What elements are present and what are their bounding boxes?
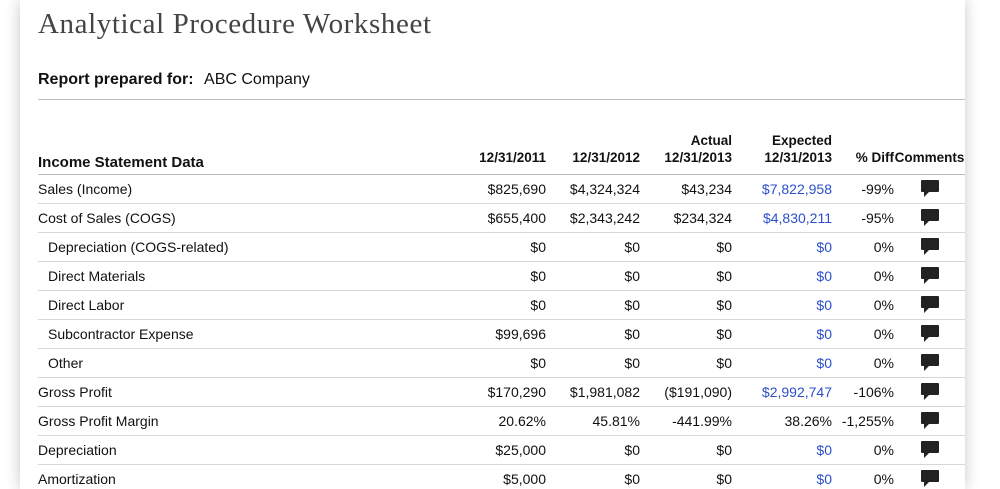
cell-comment xyxy=(894,233,965,262)
report-prepared-for xyxy=(38,71,310,89)
cell-2011: $825,690 xyxy=(450,175,546,204)
comment-bubble-icon[interactable] xyxy=(921,325,939,337)
table-row xyxy=(38,436,965,465)
comment-bubble-icon[interactable] xyxy=(921,383,939,395)
column-header-2012: 12/31/2012 xyxy=(546,100,640,175)
cell-comment xyxy=(894,465,965,489)
cell-2012: $2,343,242 xyxy=(546,204,640,233)
cell-diff: 0% xyxy=(832,349,894,378)
row-label: Sales (Income) xyxy=(38,175,450,204)
row-label: Depreciation xyxy=(38,436,450,465)
row-label: Direct Labor xyxy=(38,291,450,320)
cell-2012: $0 xyxy=(546,291,640,320)
table-row xyxy=(38,233,965,262)
cell-2012: $0 xyxy=(546,320,640,349)
cell-comment xyxy=(894,378,965,407)
column-header-expected xyxy=(732,100,832,175)
cell-diff: 0% xyxy=(832,262,894,291)
expected-header-bottom: 12/31/2013 xyxy=(764,150,832,165)
cell-comment xyxy=(894,407,965,436)
cell-2011: $0 xyxy=(450,291,546,320)
cell-2012: $1,981,082 xyxy=(546,378,640,407)
cell-expected-link[interactable]: $0 xyxy=(732,436,832,465)
cell-2011: $0 xyxy=(450,233,546,262)
table-row xyxy=(38,349,965,378)
table-header-row xyxy=(38,100,965,175)
cell-diff: 0% xyxy=(832,291,894,320)
table-row xyxy=(38,204,965,233)
comment-bubble-icon[interactable] xyxy=(921,441,939,453)
cell-2011: $0 xyxy=(450,349,546,378)
cell-diff: -106% xyxy=(832,378,894,407)
cell-comment xyxy=(894,320,965,349)
cell-2012: $0 xyxy=(546,262,640,291)
row-label: Cost of Sales (COGS) xyxy=(38,204,450,233)
cell-actual: $0 xyxy=(640,465,732,489)
column-header-2011: 12/31/2011 xyxy=(450,100,546,175)
table-row xyxy=(38,291,965,320)
worksheet-panel xyxy=(20,0,965,489)
actual-header-bottom: 12/31/2013 xyxy=(664,150,732,165)
cell-2011: $99,696 xyxy=(450,320,546,349)
cell-actual: $0 xyxy=(640,262,732,291)
cell-2012: 45.81% xyxy=(546,407,640,436)
cell-expected-link[interactable]: $2,992,747 xyxy=(732,378,832,407)
cell-expected: 38.26% xyxy=(732,407,832,436)
section-heading: Income Statement Data xyxy=(38,100,450,175)
cell-actual: $0 xyxy=(640,233,732,262)
cell-expected-link[interactable]: $0 xyxy=(732,262,832,291)
page-title: Analytical Procedure Worksheet xyxy=(38,8,432,40)
table-row xyxy=(38,378,965,407)
column-header-diff: % Diff xyxy=(832,100,894,175)
row-label: Depreciation (COGS-related) xyxy=(38,233,450,262)
cell-comment xyxy=(894,291,965,320)
cell-comment xyxy=(894,436,965,465)
cell-comment xyxy=(894,349,965,378)
cell-expected-link[interactable]: $0 xyxy=(732,233,832,262)
table-row xyxy=(38,262,965,291)
cell-actual: $43,234 xyxy=(640,175,732,204)
cell-2011: $0 xyxy=(450,262,546,291)
cell-2012: $0 xyxy=(546,436,640,465)
row-label: Subcontractor Expense xyxy=(38,320,450,349)
cell-2012: $0 xyxy=(546,349,640,378)
cell-actual: $0 xyxy=(640,291,732,320)
cell-2012: $0 xyxy=(546,233,640,262)
comment-bubble-icon[interactable] xyxy=(921,354,939,366)
comment-bubble-icon[interactable] xyxy=(921,470,939,482)
income-statement-table xyxy=(38,100,965,489)
prepared-for-label: Report prepared for: xyxy=(38,71,194,88)
cell-diff: 0% xyxy=(832,233,894,262)
cell-comment xyxy=(894,175,965,204)
cell-2011: $170,290 xyxy=(450,378,546,407)
table-row xyxy=(38,465,965,489)
cell-expected-link[interactable]: $4,830,211 xyxy=(732,204,832,233)
cell-2011: $655,400 xyxy=(450,204,546,233)
cell-2011: $25,000 xyxy=(450,436,546,465)
cell-diff: -1,255% xyxy=(832,407,894,436)
cell-comment xyxy=(894,204,965,233)
row-label: Amortization xyxy=(38,465,450,489)
column-header-actual xyxy=(640,100,732,175)
cell-diff: 0% xyxy=(832,436,894,465)
comment-bubble-icon[interactable] xyxy=(921,412,939,424)
cell-actual: $0 xyxy=(640,320,732,349)
comment-bubble-icon[interactable] xyxy=(921,296,939,308)
cell-2011: $5,000 xyxy=(450,465,546,489)
cell-diff: 0% xyxy=(832,320,894,349)
row-label: Other xyxy=(38,349,450,378)
row-label: Gross Profit Margin xyxy=(38,407,450,436)
comment-bubble-icon[interactable] xyxy=(921,209,939,221)
table-row xyxy=(38,175,965,204)
cell-actual: ($191,090) xyxy=(640,378,732,407)
prepared-for-value: ABC Company xyxy=(204,71,310,88)
cell-2012: $4,324,324 xyxy=(546,175,640,204)
cell-expected-link[interactable]: $0 xyxy=(732,349,832,378)
cell-expected-link[interactable]: $0 xyxy=(732,465,832,489)
cell-actual: -441.99% xyxy=(640,407,732,436)
comment-bubble-icon[interactable] xyxy=(921,238,939,250)
cell-comment xyxy=(894,262,965,291)
row-label: Direct Materials xyxy=(38,262,450,291)
cell-actual: $0 xyxy=(640,349,732,378)
cell-2011: 20.62% xyxy=(450,407,546,436)
comment-bubble-icon[interactable] xyxy=(921,180,939,192)
cell-diff: 0% xyxy=(832,465,894,489)
cell-2012: $0 xyxy=(546,465,640,489)
cell-expected-link[interactable]: $7,822,958 xyxy=(732,175,832,204)
table-row xyxy=(38,320,965,349)
column-header-comments: Comments xyxy=(894,100,965,175)
comment-bubble-icon[interactable] xyxy=(921,267,939,279)
table-row xyxy=(38,407,965,436)
cell-expected-link[interactable]: $0 xyxy=(732,291,832,320)
expected-header-top: Expected xyxy=(771,133,832,148)
actual-header-top: Actual xyxy=(690,133,732,148)
cell-diff: -95% xyxy=(832,204,894,233)
cell-diff: -99% xyxy=(832,175,894,204)
cell-expected-link[interactable]: $0 xyxy=(732,320,832,349)
row-label: Gross Profit xyxy=(38,378,450,407)
cell-actual: $0 xyxy=(640,436,732,465)
cell-actual: $234,324 xyxy=(640,204,732,233)
